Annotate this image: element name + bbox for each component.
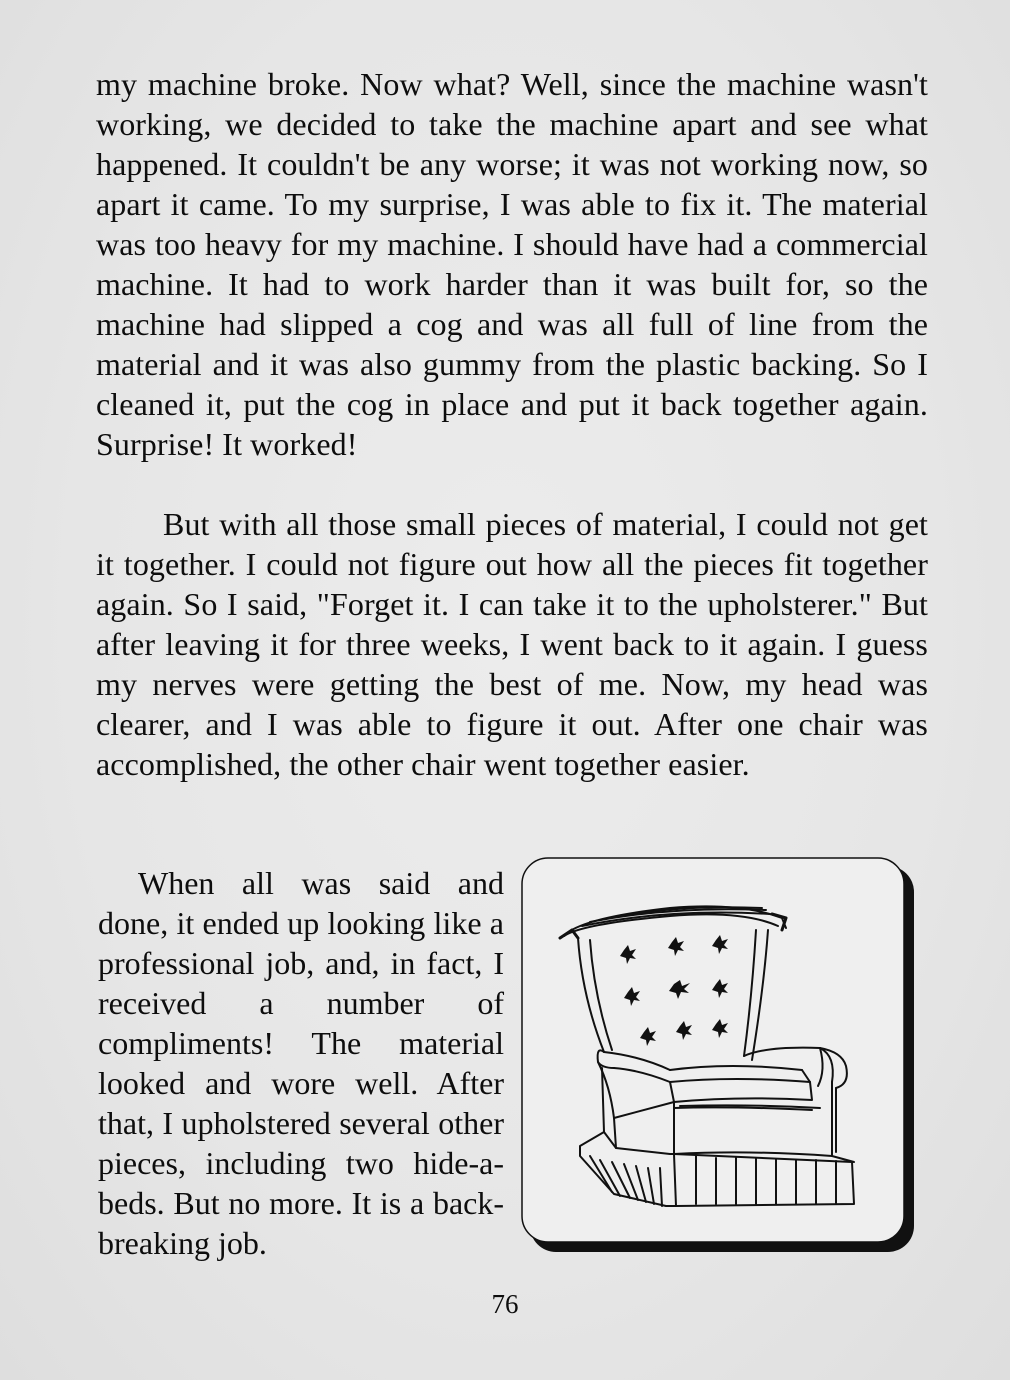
- body-paragraph-1: my machine broke. Now what? Well, since the machine wasn't working, we decided to take the machine apart and see what happened. It couldn't be any worse; it was not working now, so apart it came. To my surprise, I was able to fix it. The material was too heavy for my machine. I should have had a commercial machine. It had to work harder than it was built for, so the machine had slipped a cog and was all full of line from the material and it was also gummy from the plastic backing. So I cleaned it, put the cog in place and put it back together again. Surprise! It worked!: [96, 66, 928, 462]
- body-paragraph-2: But with all those small pieces of material, I could not get it together. I could not figure out how all the pieces fit together again. So I said, "Forget it. I can take it to the upholsterer." But after leaving it for three weeks, I went back to it again. I guess my nerves were getting the best of me. Now, my head was clearer, and I was able to figure it out. After one chair was accomplished, the other chair went together easier.: [96, 506, 928, 782]
- armchair-icon: [520, 856, 916, 1256]
- body-paragraph-3: When all was said and done, it ended up looking like a professional job, and, in fact, I received a number of compliments! The material looked and wore well. After that, I upholstered several other pieces, including two hide-a-beds. But no more. It is a back-breaking job.: [98, 865, 504, 1261]
- armchair-illustration: [520, 856, 916, 1256]
- page-number: 76: [491, 1289, 519, 1319]
